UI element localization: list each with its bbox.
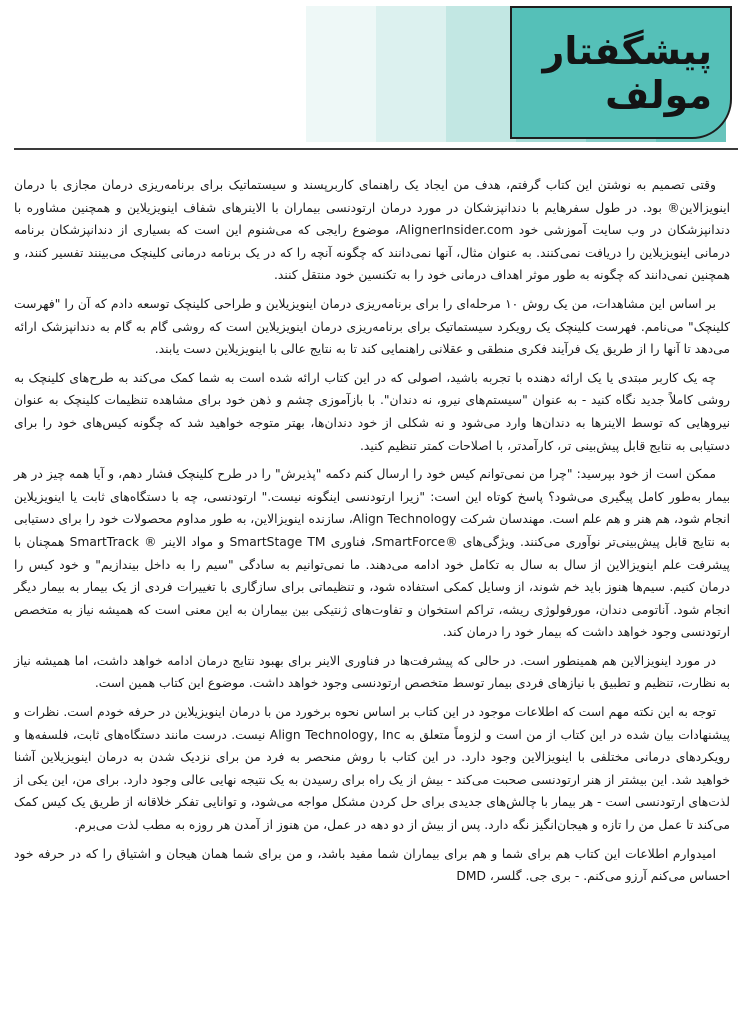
paragraph: توجه به این نکته مهم است که اطلاعات موجود در این کتاب بر اساس نحوه برخورد من با درمان اینویزیلاین در حرفه خودم است. نظرات و پیشنهادات بیان شده در این کتاب از من است و لزوماً متعلق به Align Technology, Inc نیست. درست مانند دستگاه‌های ثابت، فلسفه‌ها و رویکردهای درمانی مختلفی با اینویزالاین وجود دارد. در این کتاب با روش منحصر به فرد من برای نزدیک شدن به درمان اینویزیلاین آشنا خواهید شد. این بیشتر از هنر ارتودنسی صحبت می‌کند - بیش از یک راه برای رسیدن به یک نتیجه نهایی عالی وجود دارد. برای من، این یکی از لذت‌های ارتودنسی است - هر بیمار با چالش‌های جدیدی برای حل کردن مشکل مواجه می‌شود، و توانایی تفکر خلاقانه از طریق یک کیس کمک می‌کند تا عمل من را تازه و هیجان‌انگیز نگه دارد. پس از بیش از دو دهه در عمل، من هنوز از آمدن هر روزه به مطب لذت می‌برم. bbox=[14, 705, 730, 833]
stripe bbox=[446, 6, 516, 142]
paragraph: بر اساس این مشاهدات، من یک روش ۱۰ مرحله‌ای را برای برنامه‌ریزی درمان اینویزیلاین و طراحی کلینچک توسعه دادم که آن را "فهرست کلینچک" می‌نامم. فهرست کلینچک یک رویکرد سیستماتیک برای برنامه‌ریزی درمان اینویزیلاین است که روشی گام به گام به دندانپزشک ارائه می‌دهد تا آنها را از طریق یک فرآیند فکری منطقی و عقلانی راهنمایی کند تا به نتایج عالی با اینویزیلاین دست یابند. bbox=[14, 296, 730, 357]
title-panel bbox=[510, 6, 732, 139]
body-text bbox=[14, 174, 730, 894]
closing-paragraph: امیدوارم اطلاعات این کتاب هم برای شما و هم برای بیماران شما مفید باشد، و من برای شما همان هیجان و اشتیاق را که در حرفه خود احساس می‌کنم آرزو می‌کنم. - بری جی. گلسر، DMD bbox=[14, 846, 730, 884]
chapter-title: پیشگفتار مولف bbox=[542, 28, 712, 117]
paragraph: چه یک کاربر مبتدی یا یک ارائه دهنده با تجربه باشید، اصولی که در این کتاب ارائه شده است به شما کمک می‌کند به طرح‌های کلینچک به روشی کاملاً جدید نگاه کنید - به عنوان "سیستم‌های نیرو، نه دندان". با بازآموزی چشم و ذهن خود برای مشاهده تنظیمات کلینچک به عنوان نیروهایی که توسط الاینرها به دندان‌ها وارد می‌شود و نه شکلی از خود دندان‌ها، بهتر متوجه خواهید شد که چگونه کیس‌های خود را برای دستیابی به نتایج قابل پیش‌بینی تر، کارآمدتر، با اصلاحات کمتر تنظیم کنید. bbox=[14, 370, 730, 453]
stripe bbox=[306, 6, 376, 142]
paragraph: ممکن است از خود بپرسید: "چرا من نمی‌توانم کیس خود را ارسال کنم دکمه "پذیرش" را در طرح کلینچک فشار دهم، و آیا همه چیز در هر بیمار به‌طور کامل پیگیری می‌شود؟ پاسخ کوتاه این است: "زیرا ارتودنسی اینگونه نیست." ارتودنسی، چه با دستگاه‌های ثابت یا اینویزیلاین انجام شود، هم هنر و هم علم است. مهندسان شرکت Align Technology، سازنده اینویزالاین، به طور مداوم محصولات خود را برای دستیابی به نتایج قابل پیش‌بینی‌تر نوآوری می‌کنند. ویژگی‌های ®SmartForce، فناوری SmartStage TM و مواد الاینر ® SmartTrack همچنان با پیشرفت علم اینویزالاین از سال به سال به تکامل خود ادامه می‌دهند. ما نمی‌توانیم به سادگی "سیم را به داخل بیندازیم" و خود کیس را درمان کنیم. سیم‌ها هنوز باید خم شوند، از وسایل کمکی استفاده شود، و تنظیماتی برای سازگاری با تغییرات فردی از یک بیمار به بیمار دیگر انجام شود. آناتومی دندان، مورفولوژی ریشه، تراکم استخوان و تفاوت‌های ژنتیکی بین بیماران به این معنی است که همیشه نیاز به متخصص ارتودنسی وجود خواهد داشت که بیمار خود را درمان کند. bbox=[14, 467, 730, 640]
stripe bbox=[376, 6, 446, 142]
paragraph: در مورد اینویزالاین هم همینطور است. در حالی که پیشرفت‌ها در فناوری الاینر برای بهبود نتایج درمان ادامه خواهد داشت، اما همیشه نیاز به نظارت، تنظیم و تطبیق با نیازهای فردی بیمار توسط متخصص ارتودنسی وجود خواهد داشت. موضوع این کتاب همین است. bbox=[14, 653, 730, 691]
paragraph: وقتی تصمیم به نوشتن این کتاب گرفتم، هدف من ایجاد یک راهنمای کاربرپسند و سیستماتیک برای برنامه‌ریزی درمان مجازی با درمان اینویزالاین® بود. در طول سفرهایم با دندانپزشکان در مورد درمان ارتودنسی بیماران با الاینرهای شفاف اینویزیلاین و همچنین مشاوره با دندانپزشکان در وب سایت آموزشی خود AlignerInsider.com، موضوع رایجی که می‌شنوم این است که بسیاری از دندانپزشکان برنامه درمانی اینویزیلاین را دریافت نمی‌کنند. به عنوان مثال، آنها نمی‌دانند که چگونه آنچه را که در یک برنامه درمانی کلینچک می‌بینند تفسیر کنند، و همچنین نمی‌دانند که چگونه به طور موثر اهداف درمانی خود را به تکنسین خود منتقل کنند. bbox=[14, 178, 730, 283]
